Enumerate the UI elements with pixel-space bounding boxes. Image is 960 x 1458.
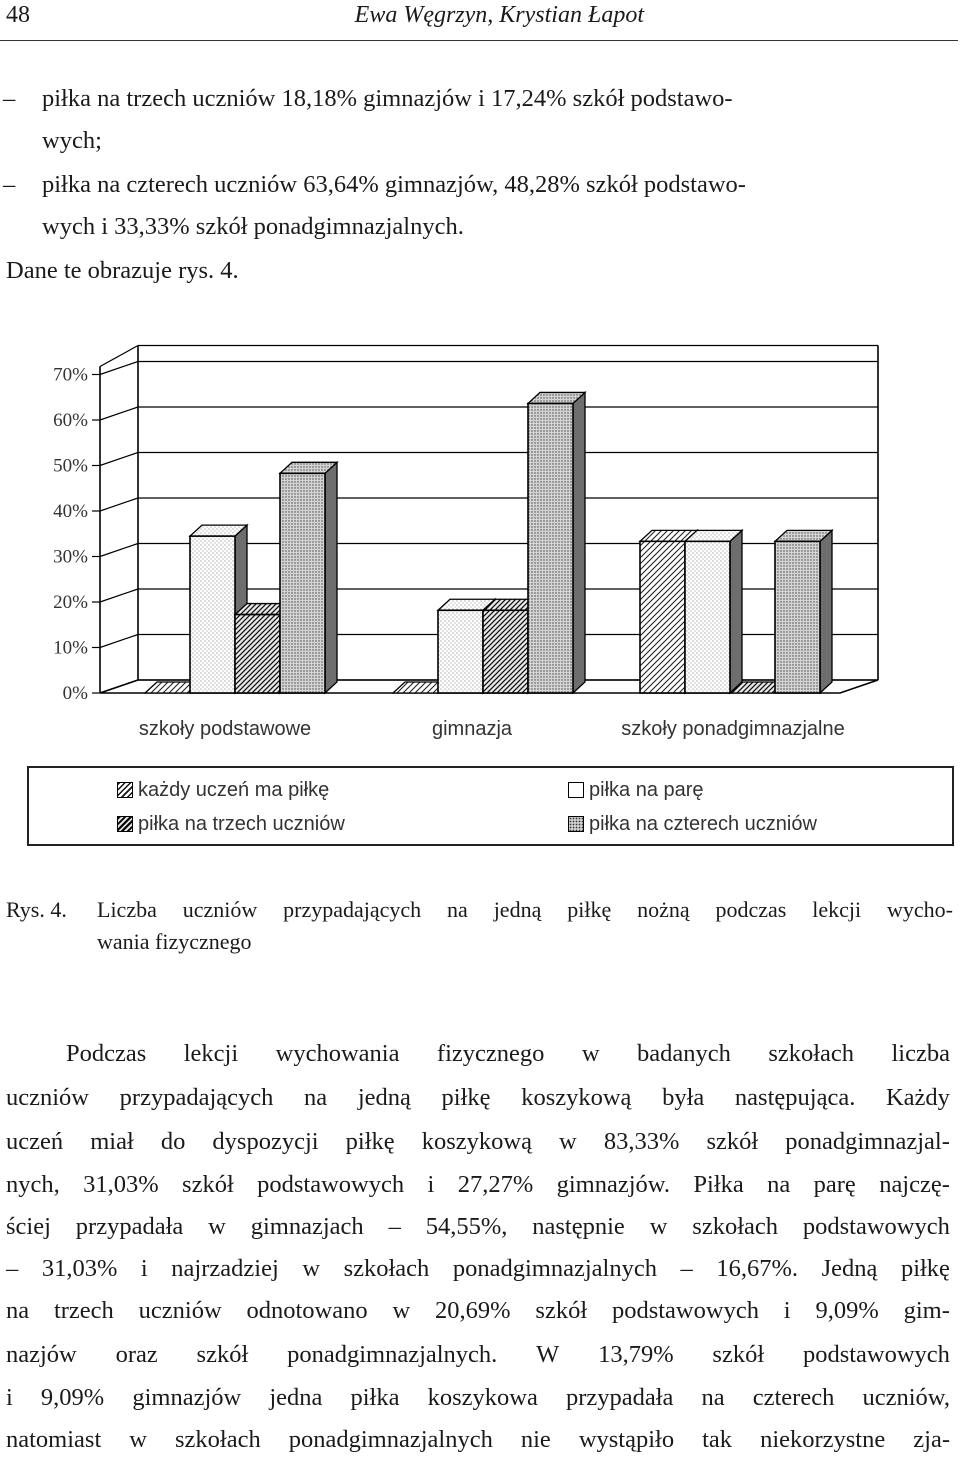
gridline-side [100, 589, 138, 602]
word: nożną [637, 897, 690, 922]
word: Piłka [693, 1171, 744, 1198]
word: najczę- [879, 1171, 950, 1198]
word: szkołach [692, 1213, 778, 1240]
word: następnie [532, 1213, 625, 1240]
bar-side [820, 530, 832, 693]
word: natomiast [6, 1426, 102, 1453]
word: szkół [196, 1341, 249, 1368]
x-category-label: szkoły ponadgimnazjalne [621, 718, 845, 740]
word: 27,27% [457, 1171, 534, 1198]
word: Każdy [885, 1084, 950, 1111]
chart-legend [27, 766, 954, 846]
bar-front [235, 615, 280, 693]
word: jedną [493, 897, 542, 922]
word: koszykową [421, 1128, 532, 1155]
list-item-line: piłka na trzech uczniów 18,18% gimnazjów i 17,24% szkół podstawo- [42, 85, 733, 112]
word: liczba [891, 1040, 950, 1067]
word: na [767, 1171, 791, 1198]
word: 9,09% [815, 1297, 879, 1324]
list-item-line: wych; [42, 127, 102, 154]
caption-line [97, 894, 953, 926]
word: szkół [535, 1297, 588, 1324]
legend-item [117, 778, 329, 802]
word: szkół [182, 1171, 234, 1198]
legend-swatch-hatch-dark [117, 816, 133, 832]
bar-front [528, 403, 573, 693]
word: przypadała [75, 1213, 184, 1240]
word: miał [90, 1128, 134, 1155]
word: ponadgimnazjalnych [452, 1255, 657, 1282]
word: koszykową [521, 1084, 632, 1111]
y-tick-label: 0% [62, 683, 88, 704]
word: niekorzystne [760, 1426, 886, 1453]
word: 31,03% [83, 1171, 159, 1198]
paragraph-line [6, 1127, 950, 1157]
bar-front [775, 541, 820, 693]
list-dash: – [3, 171, 16, 198]
word: lekcji [812, 897, 862, 922]
caption-line: wania fizycznego [97, 929, 252, 954]
legend-swatch-hatch-light [117, 782, 133, 798]
word: piłkę [900, 1255, 950, 1282]
word: uczniów, [862, 1384, 950, 1411]
figure-caption-label: Rys. 4. [6, 897, 67, 922]
word: gimnazjach [250, 1213, 364, 1240]
word: szkołach [343, 1255, 430, 1282]
legend-label: piłka na trzech uczniów [138, 813, 345, 835]
legend-item [568, 778, 704, 802]
y-tick-label: 60% [53, 410, 88, 431]
paragraph-line [6, 1212, 950, 1242]
word: podstawowych [257, 1171, 405, 1198]
y-tick-label: 70% [53, 364, 88, 386]
word: 54,55%, [425, 1213, 508, 1240]
word: uczeń [6, 1128, 64, 1155]
word: parę [813, 1171, 856, 1198]
paragraph-line [6, 1340, 950, 1370]
word: uczniów [182, 897, 258, 922]
bar-side [325, 462, 337, 693]
paragraph-line [6, 1170, 950, 1200]
word: trzech [53, 1297, 114, 1324]
legend-label: piłka na czterech uczniów [589, 813, 817, 835]
bar [280, 462, 337, 693]
word: i [140, 1255, 148, 1282]
word: jedną [357, 1084, 411, 1111]
word: i [427, 1171, 435, 1198]
bar-side [573, 392, 585, 693]
bar-front [640, 541, 685, 693]
y-tick-label: 20% [53, 592, 88, 613]
x-category-label: gimnazja [431, 718, 513, 740]
word: W [536, 1341, 560, 1368]
word: 20,69% [435, 1297, 511, 1324]
word: gimnazjów [132, 1384, 242, 1411]
paragraph-line [66, 1039, 950, 1069]
y-tick-label: 50% [53, 455, 88, 477]
word: wycho- [886, 897, 953, 922]
word: uczniów [138, 1297, 222, 1324]
word: lekcji [183, 1040, 239, 1067]
word: uczniów [6, 1084, 89, 1111]
y-tick-label: 30% [53, 546, 88, 568]
word: 31,03% [41, 1255, 118, 1282]
word: Liczba [97, 897, 157, 922]
paragraph-line [6, 1296, 950, 1326]
gridline-side [100, 453, 138, 466]
word: badanych [636, 1040, 731, 1067]
word: odnotowano [246, 1297, 368, 1324]
list-dash: – [3, 85, 16, 112]
word: w [129, 1426, 147, 1453]
list-item-line: wych i 33,33% szkół ponadgimnazjalnych. [42, 213, 464, 240]
page-number: 48 [6, 2, 30, 28]
word: podstawowych [802, 1341, 950, 1368]
word: piłkę [345, 1128, 395, 1155]
word: – [6, 1255, 19, 1282]
gridline-side [100, 498, 138, 511]
word: czterech [752, 1384, 835, 1411]
word: ściej [6, 1213, 51, 1240]
word: – [680, 1255, 693, 1282]
paragraph-line [6, 1425, 950, 1455]
word: przypadała [565, 1384, 674, 1411]
bar-front [190, 536, 235, 693]
legend-swatch-dots-white [568, 782, 584, 798]
word: 9,09% [40, 1384, 105, 1411]
word: wystąpiło [578, 1426, 675, 1453]
word: 83,33% [603, 1128, 680, 1155]
word: do [160, 1128, 186, 1155]
word: następująca. [734, 1084, 856, 1111]
y-tick-label: 10% [53, 637, 88, 659]
word: w [649, 1213, 668, 1240]
word: w [581, 1040, 600, 1067]
word: szkół [706, 1128, 759, 1155]
list-item-line: piłka na czterech uczniów 63,64% gimnazjów, 48,28% szkół podstawo- [42, 171, 746, 198]
word: gim- [903, 1297, 950, 1324]
word: nazjów [6, 1341, 77, 1368]
legend-swatch-dots-grey [568, 816, 584, 832]
word: gimnazjów. [556, 1171, 671, 1198]
word: podczas [715, 897, 787, 922]
word: ponadgimnazjalnych [288, 1426, 493, 1453]
header-rule [0, 40, 958, 41]
gridline-side [100, 544, 138, 557]
word: szkół [712, 1341, 765, 1368]
word: podstawowych [611, 1297, 759, 1324]
bar-front [685, 541, 730, 693]
paragraph-line [6, 1083, 950, 1113]
word: przypadających [283, 897, 422, 922]
word: oraz [115, 1341, 158, 1368]
word: i [783, 1297, 791, 1324]
word: na [447, 897, 468, 922]
word: piłkę [441, 1084, 491, 1111]
word: ponadgimnazjal- [785, 1128, 950, 1155]
word: w [208, 1213, 226, 1240]
word: na [701, 1384, 725, 1411]
bar-chart-3d [0, 340, 960, 750]
word: koszykowa [427, 1384, 538, 1411]
x-category-label: szkoły podstawowe [138, 718, 312, 740]
word: i [6, 1384, 13, 1411]
word: – [388, 1213, 401, 1240]
gridline-side [100, 407, 138, 420]
y-tick-label: 40% [53, 501, 88, 522]
word: nych, [6, 1171, 60, 1198]
word: piłkę [567, 897, 612, 922]
word: w [392, 1297, 411, 1324]
bar [775, 530, 832, 693]
word: ponadgimnazjalnych. [287, 1341, 498, 1368]
word: najrzadziej [171, 1255, 279, 1282]
word: na [304, 1084, 328, 1111]
intro-line: Dane te obrazuje rys. 4. [6, 257, 239, 284]
legend-item [568, 812, 817, 836]
word: tak [702, 1426, 733, 1453]
legend-label: każdy uczeń ma piłkę [138, 779, 330, 801]
word: 16,67%. [716, 1255, 799, 1282]
bar-side [730, 530, 742, 693]
word: w [302, 1255, 321, 1282]
word: na [6, 1297, 30, 1324]
bar-front [280, 473, 325, 693]
bar [528, 392, 585, 693]
gridline-side [100, 635, 138, 648]
bar [685, 530, 742, 693]
word: zja- [913, 1426, 950, 1453]
word: podstawowych [802, 1213, 950, 1240]
legend-label: piłka na parę [589, 779, 704, 801]
word: piłka [350, 1384, 400, 1411]
word: fizycznego [436, 1040, 545, 1067]
word: Podczas [66, 1040, 147, 1067]
figure-caption [97, 894, 953, 958]
word: w [559, 1128, 577, 1155]
running-head-authors: Ewa Węgrzyn, Krystian Łapot [354, 2, 644, 28]
word: dyspozycji [212, 1128, 319, 1155]
word: szkołach [175, 1426, 261, 1453]
word: przypadających [119, 1084, 274, 1111]
bar-front [438, 610, 483, 693]
word: 13,79% [598, 1341, 674, 1368]
word: była [662, 1084, 705, 1111]
word: nie [520, 1426, 551, 1453]
bar-front [483, 610, 528, 693]
word: szkołach [768, 1040, 855, 1067]
word: Jedną [821, 1255, 878, 1282]
legend-item [117, 812, 345, 836]
word: jedna [269, 1384, 323, 1411]
paragraph-line [6, 1383, 950, 1413]
word: wychowania [275, 1040, 400, 1067]
paragraph-line [6, 1254, 950, 1284]
